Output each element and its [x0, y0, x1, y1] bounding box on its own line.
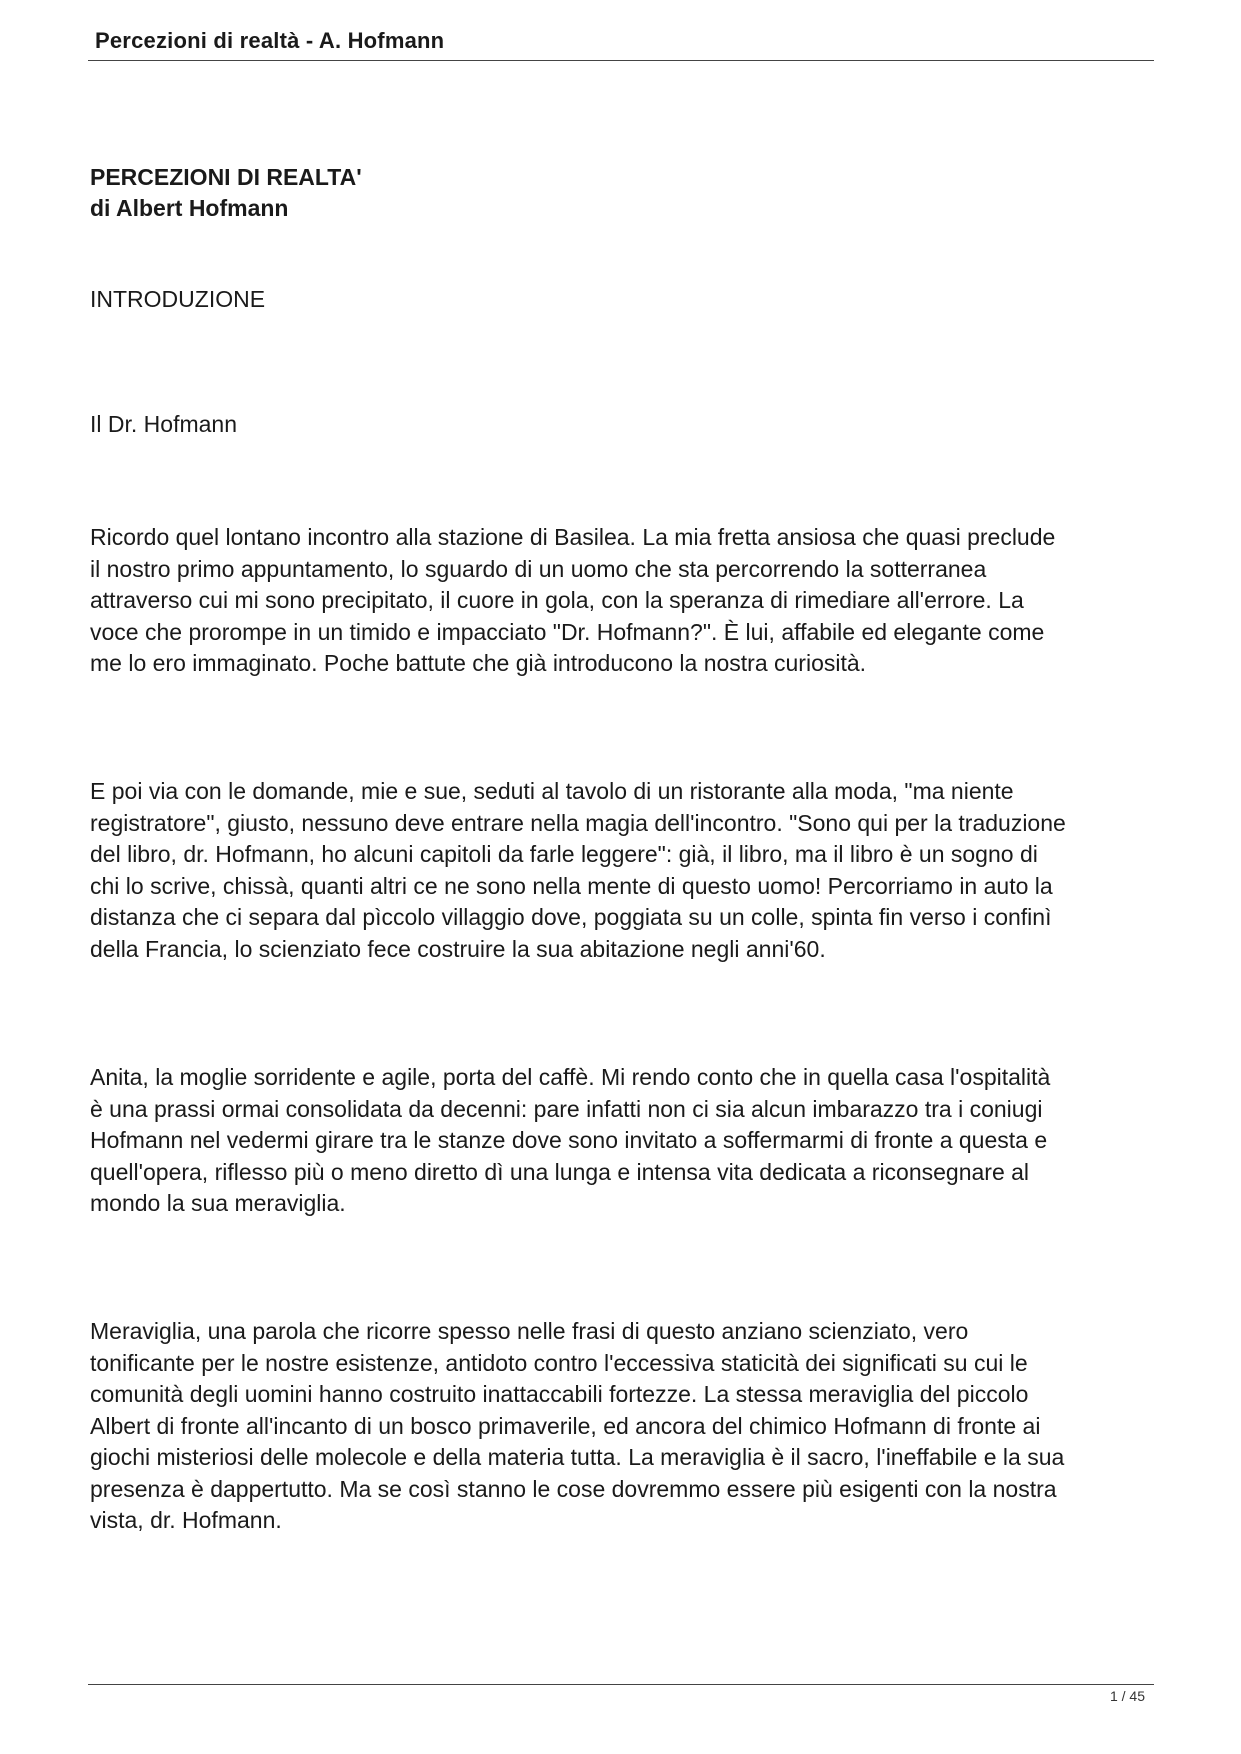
paragraph-line: voce che prorompe in un timido e impacciato "Dr. Hofmann?". È lui, affabile ed elegante come — [90, 618, 1045, 645]
paragraph-line: presenza è dappertutto. Ma se così stanno le cose dovremmo essere più esigenti con la nostra — [90, 1475, 1057, 1502]
paragraph-line: distanza che ci separa dal pìccolo villaggio dove, poggiata su un colle, spinta fin verso i confinì — [90, 904, 1052, 930]
page-number: 1 / 45 — [1109, 1688, 1145, 1704]
header-divider — [88, 60, 1154, 61]
paragraph-2 — [90, 776, 1170, 965]
paragraph-line: quell'opera, riflesso più o meno diretto dì una lunga e intensa vita dedicata a riconsegnare al — [90, 1158, 1030, 1185]
paragraph-line: vista, dr. Hofmann. — [90, 1507, 282, 1533]
paragraph-1 — [90, 522, 1170, 680]
paragraph-line: Anita, la moglie sorridente e agile, porta del caffè. Mi rendo conto che in quella casa l'ospitalità — [90, 1064, 1051, 1090]
paragraph-line: registratore", giusto, nessuno deve entrare nella magia dell'incontro. "Sono qui per la traduzione — [90, 809, 1066, 836]
paragraph-line: è una prassi ormai consolidata da decenni: pare infatti non ci sia alcun imbarazzo tra i coniugi — [90, 1095, 1043, 1122]
paragraph-line: tonificante per le nostre esistenze, antidoto contro l'eccessiva staticità dei significati su cui le — [90, 1349, 1028, 1376]
paragraph-line: mondo la sua meraviglia. — [90, 1190, 346, 1216]
paragraph-line: attraverso cui mi sono precipitato, il cuore in gola, con la speranza di rimediare all'errore. La — [90, 587, 1024, 613]
paragraph-line: Hofmann nel vedermi girare tra le stanze dove sono invitato a soffermarmi di fronte a questa e — [90, 1127, 1048, 1153]
footer-divider — [88, 1684, 1154, 1685]
title-block — [90, 162, 362, 224]
paragraph-line: chi lo scrive, chissà, quanti altri ce ne sono nella mente di questo uomo! Percorriamo in auto la — [90, 872, 1053, 899]
paragraph-line: comunità degli uomini hanno costruito inattaccabili fortezze. La stessa meraviglia del piccolo — [90, 1381, 1029, 1407]
paragraph-line: della Francia, lo scienziato fece costruire la sua abitazione negli anni'60. — [90, 935, 826, 962]
section-heading: INTRODUZIONE — [90, 286, 266, 312]
paragraph-line: giochi misteriosi delle molecole e della materia tutta. La meraviglia è il sacro, l'ineffabile e la sua — [90, 1444, 1065, 1470]
document-title: PERCEZIONI DI REALTA' — [90, 164, 362, 190]
paragraph-line: Ricordo quel lontano incontro alla stazione di Basilea. La mia fretta ansiosa che quasi preclude — [90, 524, 1056, 550]
paragraph-line: E poi via con le domande, mie e sue, seduti al tavolo di un ristorante alla moda, "ma niente — [90, 778, 1014, 804]
paragraph-line: me lo ero immaginato. Poche battute che già introducono la nostra curiosità. — [90, 650, 867, 676]
document-author: di Albert Hofmann — [90, 195, 289, 221]
paragraph-line: del libro, dr. Hofmann, ho alcuni capitoli da farle leggere": già, il libro, ma il libro è un sogno di — [90, 841, 1038, 867]
paragraph-3 — [90, 1062, 1170, 1220]
paragraph-4 — [90, 1316, 1170, 1537]
paragraph-line: Albert di fronte all'incanto di un bosco primaverile, ed ancora del chimico Hofmann di fronte ai — [90, 1412, 1041, 1439]
subheading: Il Dr. Hofmann — [90, 411, 237, 437]
running-header: Percezioni di realtà - A. Hofmann — [95, 28, 445, 53]
paragraph-line: Meraviglia, una parola che ricorre spesso nelle frasi di questo anziano scienziato, vero — [90, 1318, 969, 1344]
paragraph-line: il nostro primo appuntamento, lo sguardo di un uomo che sta percorrendo la sotterranea — [90, 555, 987, 582]
